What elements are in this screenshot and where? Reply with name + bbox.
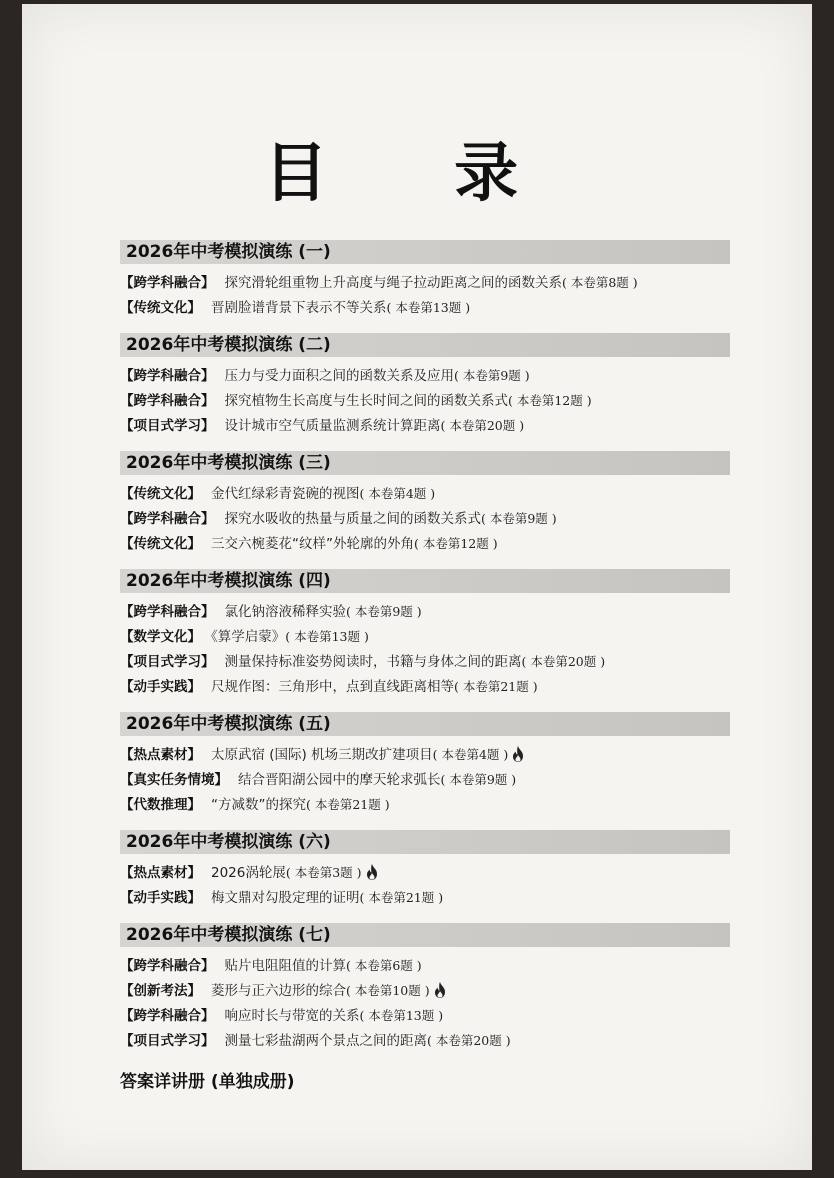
item-tag: 【项目式学习】: [120, 654, 215, 670]
toc-item: [120, 885, 730, 910]
item-text: 测量七彩盐湖两个景点之间的距离: [224, 1033, 427, 1049]
item-source: ( 本卷第4题 ): [359, 486, 436, 501]
item-text: 梅文鼎对勾股定理的证明: [211, 890, 360, 906]
item-tag: 【热点素材】: [120, 747, 201, 763]
toc-section: [120, 333, 730, 438]
page-title: 目 录: [263, 137, 571, 211]
item-text: “方减数”的探究: [211, 797, 306, 813]
toc-item: [120, 295, 730, 320]
toc-section: [120, 240, 730, 320]
section-heading: 2026年中考模拟演练 (一): [120, 240, 730, 264]
document-page: [22, 4, 812, 1170]
toc-section: [120, 569, 730, 699]
section-heading: 2026年中考模拟演练 (四): [120, 569, 730, 593]
item-source: ( 本卷第9题 ): [454, 368, 530, 383]
item-source: ( 本卷第20题 ): [521, 654, 606, 669]
item-source: ( 本卷第21题 ): [359, 890, 444, 905]
answer-book-note: 答案详讲册 (单独成册): [120, 1072, 295, 1092]
item-text: 氯化钠溶液稀释实验: [224, 604, 346, 620]
item-source: ( 本卷第13题 ): [285, 629, 369, 644]
item-text: 压力与受力面积之间的函数关系及应用: [224, 368, 454, 384]
toc-item: [120, 649, 730, 674]
item-text: 晋剧脸谱背景下表示不等关系: [211, 300, 387, 316]
toc-section: [120, 830, 730, 910]
item-source: ( 本卷第9题 ): [440, 772, 517, 787]
item-tag: 【项目式学习】: [120, 418, 215, 434]
section-heading: 2026年中考模拟演练 (六): [120, 830, 730, 854]
toc-item: [120, 767, 730, 792]
item-source: ( 本卷第9题 ): [346, 604, 422, 619]
item-tag: 【跨学科融合】: [120, 1008, 215, 1024]
item-source: ( 本卷第8题 ): [562, 275, 638, 290]
toc-item: [120, 674, 730, 699]
item-text: 《算学启蒙》: [211, 629, 286, 645]
item-source: ( 本卷第3题 ): [285, 865, 362, 880]
item-source: ( 本卷第6题 ): [346, 958, 422, 973]
item-tag: 【跨学科融合】: [120, 604, 215, 620]
item-source: ( 本卷第21题 ): [454, 679, 538, 694]
toc-item: [120, 506, 730, 531]
item-source: ( 本卷第12题 ): [508, 393, 592, 408]
item-text: 金代红绿彩青瓷碗的视图: [211, 486, 360, 502]
toc-item: [120, 599, 730, 624]
item-text: 尺规作图：三角形中，点到直线距离相等: [211, 679, 454, 695]
toc-item: [120, 1028, 730, 1053]
item-tag: 【跨学科融合】: [120, 275, 215, 291]
item-text: 太原武宿 (国际) 机场三期改扩建项目: [211, 747, 433, 763]
item-source: ( 本卷第4题 ): [432, 747, 509, 762]
item-source: ( 本卷第10题 ): [346, 983, 430, 998]
toc-item: [120, 978, 730, 1003]
item-tag: 【项目式学习】: [120, 1033, 215, 1049]
item-text: 测量保持标准姿势阅读时，书籍与身体之间的距离: [224, 654, 522, 670]
toc-item: [120, 363, 730, 388]
item-text: 贴片电阻阻值的计算: [224, 958, 346, 974]
item-source: ( 本卷第20题 ): [440, 418, 525, 433]
section-heading: 2026年中考模拟演练 (二): [120, 333, 730, 357]
toc-item: [120, 624, 730, 649]
item-tag: 【热点素材】: [120, 865, 201, 881]
item-text: 探究植物生长高度与生长时间之间的函数关系式: [224, 393, 508, 409]
section-heading: 2026年中考模拟演练 (五): [120, 712, 730, 736]
item-source: ( 本卷第20题 ): [427, 1033, 511, 1048]
item-tag: 【传统文化】: [120, 486, 201, 502]
item-text: 设计城市空气质量监测系统计算距离: [224, 418, 441, 434]
item-source: ( 本卷第13题 ): [386, 300, 471, 315]
toc-item: [120, 742, 730, 767]
item-tag: 【传统文化】: [120, 300, 201, 316]
section-heading: 2026年中考模拟演练 (七): [120, 923, 730, 947]
item-tag: 【创新考法】: [120, 983, 201, 999]
toc-section: [120, 451, 730, 556]
item-tag: 【跨学科融合】: [120, 958, 215, 974]
item-tag: 【传统文化】: [120, 536, 201, 552]
toc-item: [120, 792, 730, 817]
toc-item: [120, 1003, 730, 1028]
item-source: ( 本卷第12题 ): [414, 536, 498, 551]
item-source: ( 本卷第13题 ): [359, 1008, 444, 1023]
item-text: 三交六椀菱花“纹样”外轮廓的外角: [211, 536, 414, 552]
item-text: 2026涡轮展: [211, 865, 286, 881]
item-tag: 【跨学科融合】: [120, 511, 215, 527]
item-tag: 【代数推理】: [120, 797, 201, 813]
item-text: 菱形与正六边形的综合: [211, 983, 346, 999]
item-tag: 【跨学科融合】: [120, 393, 215, 409]
item-tag: 【真实任务情境】: [120, 772, 228, 788]
toc-item: [120, 531, 730, 556]
item-tag: 【数学文化】: [120, 629, 201, 645]
toc-section: [120, 712, 730, 817]
item-text: 探究滑轮组重物上升高度与绳子拉动距离之间的函数关系: [224, 275, 562, 291]
toc-item: [120, 481, 730, 506]
section-heading: 2026年中考模拟演练 (三): [120, 451, 730, 475]
item-text: 探究水吸收的热量与质量之间的函数关系式: [224, 511, 481, 527]
item-source: ( 本卷第21题 ): [306, 797, 390, 812]
table-of-contents: [120, 240, 730, 1092]
toc-item: [120, 413, 730, 438]
toc-item: [120, 860, 730, 885]
item-tag: 【动手实践】: [120, 679, 201, 695]
toc-item: [120, 270, 730, 295]
toc-item: [120, 388, 730, 413]
item-tag: 【跨学科融合】: [120, 368, 215, 384]
item-source: ( 本卷第9题 ): [481, 511, 557, 526]
item-tag: 【动手实践】: [120, 890, 201, 906]
item-text: 响应时长与带宽的关系: [224, 1008, 360, 1024]
item-text: 结合晋阳湖公园中的摩天轮求弧长: [238, 772, 441, 788]
toc-section: [120, 923, 730, 1053]
toc-item: [120, 953, 730, 978]
